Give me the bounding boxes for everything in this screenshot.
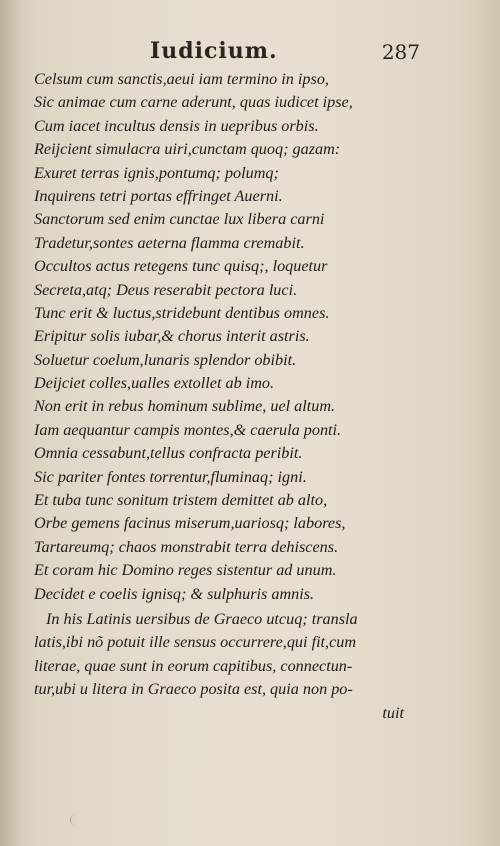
page-header — [150, 38, 420, 68]
verse-line: Tartareumq; chaos monstrabit terra dehiscens. — [34, 537, 339, 556]
running-head: Iudicium. — [150, 38, 278, 64]
verse-line: Secreta,atq; Deus reserabit pectora luci. — [34, 280, 298, 299]
verse-line: Reijcient simulacra uiri,cunctam quoq; gazam: — [34, 140, 341, 159]
verse-line: Et tuba tunc sonitum tristem demittet ab alto, — [34, 491, 328, 510]
verse-line: Decidet e coelis ignisq; & sulphuris amnis. — [34, 584, 315, 603]
catchword: tuit — [382, 703, 404, 722]
verse-line: Omnia cessabunt,tellus confracta peribit. — [34, 444, 303, 463]
verse-line: Orbe gemens facinus miserum,uariosq; labores, — [34, 514, 346, 533]
verse-line: Inquirens tetri portas effringet Auerni. — [34, 186, 283, 205]
verse-line: Occultos actus retegens tunc quisq;, loquetur — [34, 257, 328, 276]
verse-line: Tunc erit & luctus,stridebunt dentibus omnes. — [34, 303, 330, 322]
verse-line: Sic animae cum carne aderunt, quas iudicet ipse, — [34, 93, 353, 112]
verse-line: Celsum cum sanctis,aeui iam termino in ipso, — [34, 70, 329, 88]
verse-line: Eripitur solis iubar,& chorus interit astris. — [34, 327, 310, 346]
text-block — [34, 68, 414, 725]
verse-line: Deijciet colles,ualles extollet ab imo. — [34, 374, 275, 393]
prose-line: In his Latinis uersibus de Graeco utcuq; transla — [46, 609, 358, 628]
verse-line: Non erit in rebus hominum sublime, uel altum. — [34, 397, 336, 416]
verse-line: Sic pariter fontes torrentur,fluminaq; igni. — [34, 467, 307, 486]
prose-line: latis,ibi nõ potuit ille sensus occurrere,qui fit,cum — [34, 633, 357, 652]
verse-section — [34, 68, 414, 606]
prose-line: tur,ubi u litera in Graeco posita est, quia non po- — [34, 680, 353, 699]
verse-line: Exuret terras ignis,pontumq; polumq; — [34, 163, 279, 182]
verse-line: Cum iacet incultus densis in uepribus orbis. — [34, 116, 319, 135]
verse-line: Et coram hic Domino reges sistentur ad unum. — [34, 561, 337, 580]
verse-line: Soluetur coelum,lunaris splendor obibit. — [34, 350, 297, 369]
prose-paragraph — [34, 608, 414, 725]
paper-mark — [70, 815, 79, 825]
page-number: 287 — [381, 40, 420, 64]
prose-line: literae, quae sunt in eorum capitibus, connectun- — [34, 656, 353, 675]
page-edge-shading — [0, 0, 22, 846]
verse-line: Tradetur,sontes aeterna flamma cremabit. — [34, 233, 305, 252]
verse-line: Iam aequantur campis montes,& caerula ponti. — [34, 420, 342, 439]
verse-line: Sanctorum sed enim cunctae lux libera carni — [34, 210, 325, 229]
